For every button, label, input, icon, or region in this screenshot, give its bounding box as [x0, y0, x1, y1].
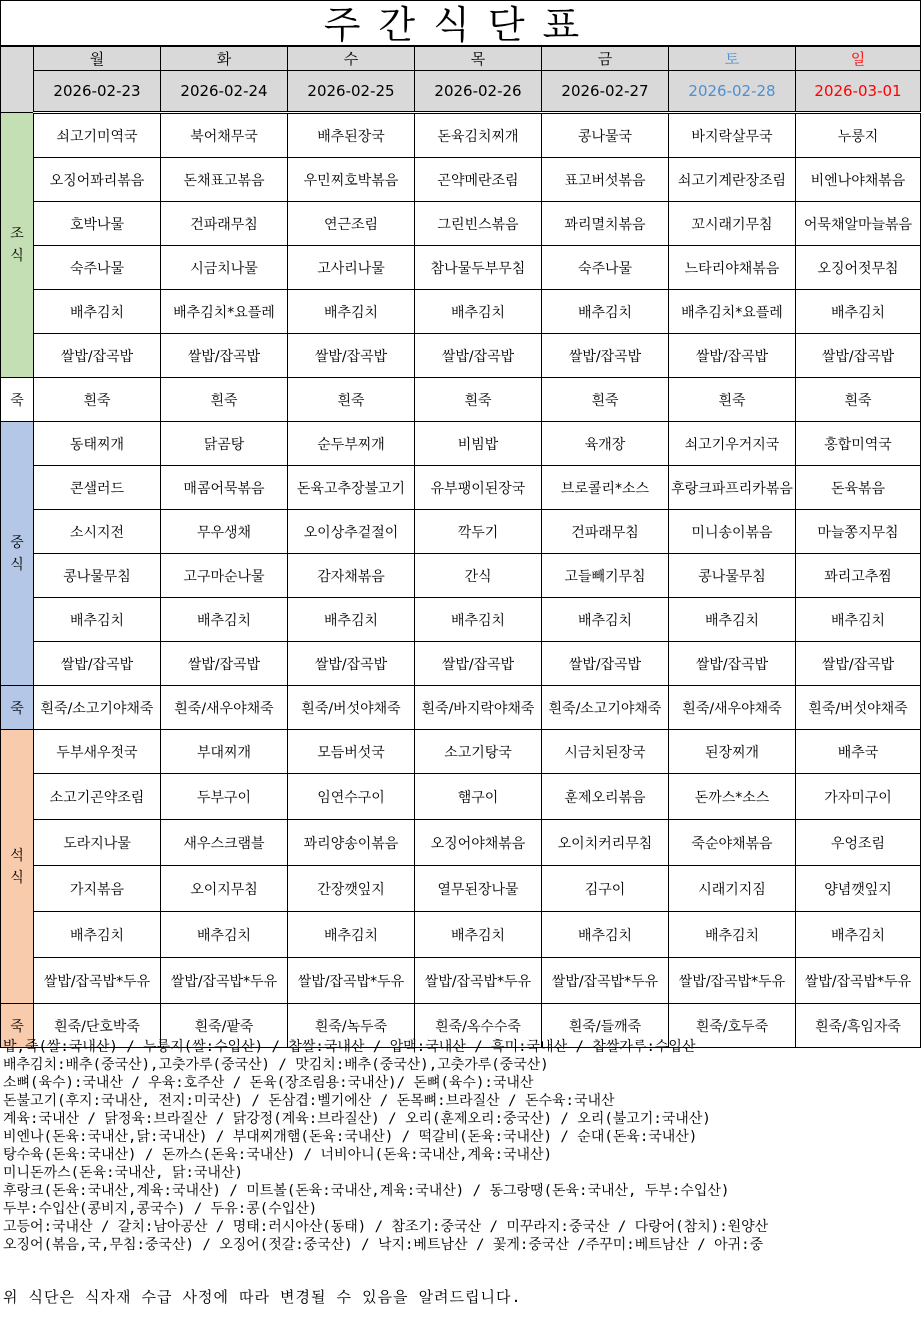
menu-item: 동태찌개: [34, 422, 161, 466]
porridge-item: 흰죽/버섯야채죽: [796, 686, 921, 730]
origin-note-line: 밥,죽(쌀:국내산) / 누룽지(쌀:수입산) / 찹쌀:국내산 / 압맥:국내산 / 흑미:국내산 / 찹쌀가루:수입산: [3, 1039, 696, 1055]
menu-item: 배추김치: [669, 912, 796, 958]
menu-item: 쌀밥/잡곡밥*두유: [161, 958, 288, 1004]
date-header: 2026-02-27: [542, 71, 669, 113]
porridge-item: 흰죽: [669, 378, 796, 422]
menu-item: 소시지전: [34, 510, 161, 554]
menu-item: 꽈리고추찜: [796, 554, 921, 598]
breakfast-label: [1, 113, 34, 378]
menu-item: 북어채무국: [161, 113, 288, 158]
menu-item: 홍합미역국: [796, 422, 921, 466]
menu-item: 쌀밥/잡곡밥*두유: [288, 958, 415, 1004]
menu-item: 배추김치: [415, 290, 542, 334]
lunch-label: [1, 422, 34, 686]
menu-item: 모듬버섯국: [288, 730, 415, 774]
porridge-item: 흰죽: [161, 378, 288, 422]
menu-item: 느타리야채볶음: [669, 246, 796, 290]
menu-item: 매콤어묵볶음: [161, 466, 288, 510]
menu-item: 돈육고추장불고기: [288, 466, 415, 510]
menu-item: 배추김치: [161, 912, 288, 958]
menu-item: 배추김치: [415, 598, 542, 642]
menu-item: 돈육볶음: [796, 466, 921, 510]
menu-item: 그린빈스볶음: [415, 202, 542, 246]
menu-item: 오징어꽈리볶음: [34, 158, 161, 202]
porridge-item: 흰죽/호두죽: [669, 1004, 796, 1048]
menu-item: 숙주나물: [542, 246, 669, 290]
menu-item: 훈제오리볶음: [542, 774, 669, 820]
porridge-item: 흰죽/새우야채죽: [161, 686, 288, 730]
menu-item: 돈육김치찌개: [415, 113, 542, 158]
menu-item: 쌀밥/잡곡밥: [415, 334, 542, 378]
menu-item: 쌀밥/잡곡밥: [34, 334, 161, 378]
porridge-item: 흰죽/들깨죽: [542, 1004, 669, 1048]
menu-item: 배추김치: [288, 598, 415, 642]
menu-item: 가지볶음: [34, 866, 161, 912]
menu-item: 쌀밥/잡곡밥: [161, 642, 288, 686]
menu-item: 오이상추겉절이: [288, 510, 415, 554]
menu-item: 쌀밥/잡곡밥: [288, 642, 415, 686]
breakfast-porridge-label: 죽: [1, 378, 34, 422]
menu-item: 깍두기: [415, 510, 542, 554]
menu-item: 배추김치: [34, 912, 161, 958]
menu-item: 배추김치: [415, 912, 542, 958]
day-header: 금: [542, 47, 669, 71]
notice-text: 위 식단은 식자재 수급 사정에 따라 변경될 수 있음을 알려드립니다.: [3, 1288, 522, 1306]
origin-note-line: 후랑크(돈육:국내산,계육:국내산) / 미트볼(돈육:국내산,계육:국내산) / 동그랑땡(돈육:국내산, 두부:수입산): [3, 1183, 730, 1199]
day-header: 토: [669, 47, 796, 71]
menu-item: 마늘쫑지무침: [796, 510, 921, 554]
origin-note-line: 소뼈(육수):국내산 / 우육:호주산 / 돈육(장조림용:국내산)/ 돈뼈(육수):국내산: [3, 1075, 534, 1091]
date-header: 2026-02-26: [415, 71, 542, 113]
menu-item: 열무된장나물: [415, 866, 542, 912]
menu-item: 쌀밥/잡곡밥: [542, 642, 669, 686]
menu-item: 닭곰탕: [161, 422, 288, 466]
menu-item: 바지락살무국: [669, 113, 796, 158]
menu-item: 배추김치: [288, 912, 415, 958]
origin-note-line: 비엔나(돈육:국내산,닭:국내산) / 부대찌개햄(돈육:국내산) / 떡갈비(돈육:국내산) / 순대(돈육:국내산): [3, 1129, 698, 1145]
menu-item: 간장깻잎지: [288, 866, 415, 912]
menu-item: 배추된장국: [288, 113, 415, 158]
menu-item: 참나물두부무침: [415, 246, 542, 290]
porridge-item: 흰죽: [288, 378, 415, 422]
menu-item: 부대찌개: [161, 730, 288, 774]
menu-item: 오이치커리무침: [542, 820, 669, 866]
menu-item: 소고기탕국: [415, 730, 542, 774]
menu-item: 비엔나야채볶음: [796, 158, 921, 202]
menu-item: 간식: [415, 554, 542, 598]
menu-item: 돈까스*소스: [669, 774, 796, 820]
day-header: 목: [415, 47, 542, 71]
porridge-item: 흰죽/소고기야채죽: [34, 686, 161, 730]
origin-note-line: 탕수육(돈육:국내산) / 돈까스(돈육:국내산) / 너비아니(돈육:국내산,계육:국내산): [3, 1147, 553, 1163]
menu-item: 배추김치: [796, 912, 921, 958]
menu-item: 새우스크램블: [161, 820, 288, 866]
origin-note-line: 고등어:국내산 / 갈치:남아공산 / 명태:러시아산(동태) / 참조기:중국산 / 미꾸라지:중국산 / 다랑어(참치):원양산: [3, 1219, 769, 1235]
menu-item: 쌀밥/잡곡밥: [669, 334, 796, 378]
menu-item: 시금치나물: [161, 246, 288, 290]
menu-item: 건파래무침: [542, 510, 669, 554]
page-title: 주간식단표: [0, 0, 921, 46]
menu-item: 우엉조림: [796, 820, 921, 866]
porridge-item: 흰죽/새우야채죽: [669, 686, 796, 730]
menu-item: 꼬시래기무침: [669, 202, 796, 246]
menu-item: 미니송이볶음: [669, 510, 796, 554]
dinner-porridge-label: 죽: [1, 1004, 34, 1048]
menu-item: 가자미구이: [796, 774, 921, 820]
porridge-item: 흰죽/바지락야채죽: [415, 686, 542, 730]
menu-item: 건파래무침: [161, 202, 288, 246]
menu-item: 쌀밥/잡곡밥: [796, 642, 921, 686]
origin-note-line: 두부:수입산(콩비지,콩국수) / 두유:콩(수입산): [3, 1201, 318, 1217]
origin-note-line: 돈불고기(후지:국내산, 전지:미국산) / 돈삼겹:벨기에산 / 돈목뼈:브라질산 / 돈수육:국내산: [3, 1093, 615, 1109]
menu-item: 콩나물국: [542, 113, 669, 158]
menu-item: 돈채표고볶음: [161, 158, 288, 202]
menu-item: 우민찌호박볶음: [288, 158, 415, 202]
menu-item: 쌀밥/잡곡밥: [542, 334, 669, 378]
menu-item: 후랑크파프리카볶음: [669, 466, 796, 510]
origin-note-line: 미니돈까스(돈육:국내산, 닭:국내산): [3, 1165, 243, 1181]
porridge-item: 흰죽/녹두죽: [288, 1004, 415, 1048]
menu-item: 쌀밥/잡곡밥: [288, 334, 415, 378]
menu-item: 콘샐러드: [34, 466, 161, 510]
menu-item: 시금치된장국: [542, 730, 669, 774]
menu-item: 순두부찌개: [288, 422, 415, 466]
menu-item: 누룽지: [796, 113, 921, 158]
porridge-item: 흰죽: [542, 378, 669, 422]
menu-item: 콩나물무침: [669, 554, 796, 598]
menu-item: 고구마순나물: [161, 554, 288, 598]
day-header: 화: [161, 47, 288, 71]
menu-item: 오징어젓무침: [796, 246, 921, 290]
porridge-item: 흰죽/팥죽: [161, 1004, 288, 1048]
menu-item: 고들빼기무침: [542, 554, 669, 598]
menu-item: 쌀밥/잡곡밥: [161, 334, 288, 378]
origin-notes: [3, 1038, 920, 1254]
menu-item: 배추김치: [542, 598, 669, 642]
menu-item: 숙주나물: [34, 246, 161, 290]
menu-item: 두부새우젓국: [34, 730, 161, 774]
menu-item: 호박나물: [34, 202, 161, 246]
menu-item: 배추김치: [34, 598, 161, 642]
origin-note-line: 배추김치:배추(중국산),고춧가루(중국산) / 맛김치:배추(중국산),고춧가루(중국산): [3, 1057, 549, 1073]
menu-item: 배추김치: [669, 598, 796, 642]
date-header: 2026-02-28: [669, 71, 796, 113]
porridge-item: 흰죽: [415, 378, 542, 422]
menu-item: 콩나물무침: [34, 554, 161, 598]
menu-item: 오이지무침: [161, 866, 288, 912]
menu-item: 쌀밥/잡곡밥*두유: [415, 958, 542, 1004]
porridge-item: 흰죽/소고기야채죽: [542, 686, 669, 730]
porridge-item: 흰죽/단호박죽: [34, 1004, 161, 1048]
breakfast-label-text: 조 식: [10, 226, 24, 264]
lunch-label-text: 중 식: [10, 534, 24, 573]
date-header: 2026-02-24: [161, 71, 288, 113]
menu-item: 연근조림: [288, 202, 415, 246]
date-header: 2026-02-25: [288, 71, 415, 113]
menu-item: 오징어야채볶음: [415, 820, 542, 866]
menu-item: 배추김치: [161, 598, 288, 642]
menu-item: 배추김치: [34, 290, 161, 334]
day-header: 월: [34, 47, 161, 71]
menu-item: 김구이: [542, 866, 669, 912]
menu-item: 배추김치*요플레: [161, 290, 288, 334]
menu-item: 임연수구이: [288, 774, 415, 820]
menu-item: 배추국: [796, 730, 921, 774]
porridge-item: 흰죽/흑임자죽: [796, 1004, 921, 1048]
menu-item: 배추김치: [796, 290, 921, 334]
menu-item: 쌀밥/잡곡밥: [415, 642, 542, 686]
menu-item: 표고버섯볶음: [542, 158, 669, 202]
date-header: 2026-03-01: [796, 71, 921, 113]
menu-item: 쌀밥/잡곡밥*두유: [669, 958, 796, 1004]
menu-item: 쌀밥/잡곡밥*두유: [34, 958, 161, 1004]
origin-note-line: 계육:국내산 / 닭정육:브라질산 / 닭강정(계육:브라질산) / 오리(훈제오리:중국산) / 오리(불고기:국내산): [3, 1111, 711, 1127]
menu-item: 쇠고기우거지국: [669, 422, 796, 466]
header-corner: [1, 47, 34, 113]
menu-item: 육개장: [542, 422, 669, 466]
menu-item: 된장찌개: [669, 730, 796, 774]
lunch-porridge-label: 죽: [1, 686, 34, 730]
menu-item: 배추김치: [796, 598, 921, 642]
porridge-item: 흰죽/옥수수죽: [415, 1004, 542, 1048]
menu-item: 두부구이: [161, 774, 288, 820]
menu-item: 배추김치*요플레: [669, 290, 796, 334]
dinner-label-text: 석 식: [10, 847, 24, 886]
menu-item: 죽순야채볶음: [669, 820, 796, 866]
menu-item: 배추김치: [542, 912, 669, 958]
menu-item: 쌀밥/잡곡밥*두유: [796, 958, 921, 1004]
menu-item: 꽈리양송이볶음: [288, 820, 415, 866]
menu-item: 햄구이: [415, 774, 542, 820]
menu-item: 쇠고기미역국: [34, 113, 161, 158]
menu-item: 양념깻잎지: [796, 866, 921, 912]
porridge-item: 흰죽: [34, 378, 161, 422]
menu-item: 시래기지짐: [669, 866, 796, 912]
menu-item: 감자채볶음: [288, 554, 415, 598]
menu-item: 쌀밥/잡곡밥: [669, 642, 796, 686]
menu-item: 쌀밥/잡곡밥*두유: [542, 958, 669, 1004]
menu-item: 유부팽이된장국: [415, 466, 542, 510]
menu-item: 어묵채알마늘볶음: [796, 202, 921, 246]
menu-item: 비빔밥: [415, 422, 542, 466]
menu-item: 브로콜리*소스: [542, 466, 669, 510]
menu-item: 꽈리멸치볶음: [542, 202, 669, 246]
menu-item: 쇠고기계란장조림: [669, 158, 796, 202]
menu-item: 배추김치: [288, 290, 415, 334]
menu-item: 곤약메란조림: [415, 158, 542, 202]
origin-note-line: 오징어(볶음,국,무침:중국산) / 오징어(젓갈:중국산) / 낙지:베트남산 / 꽃게:중국산 /주꾸미:베트남산 / 아귀:중: [3, 1237, 764, 1253]
day-header: 일: [796, 47, 921, 71]
date-header: 2026-02-23: [34, 71, 161, 113]
porridge-item: 흰죽/버섯야채죽: [288, 686, 415, 730]
menu-item: 쌀밥/잡곡밥: [796, 334, 921, 378]
weekly-menu-table: [0, 46, 921, 1048]
day-header: 수: [288, 47, 415, 71]
menu-item: 배추김치: [542, 290, 669, 334]
porridge-item: 흰죽: [796, 378, 921, 422]
menu-item: 쌀밥/잡곡밥: [34, 642, 161, 686]
menu-item: 도라지나물: [34, 820, 161, 866]
dinner-label: [1, 730, 34, 1004]
menu-item: 소고기곤약조림: [34, 774, 161, 820]
menu-item: 고사리나물: [288, 246, 415, 290]
menu-item: 무우생채: [161, 510, 288, 554]
